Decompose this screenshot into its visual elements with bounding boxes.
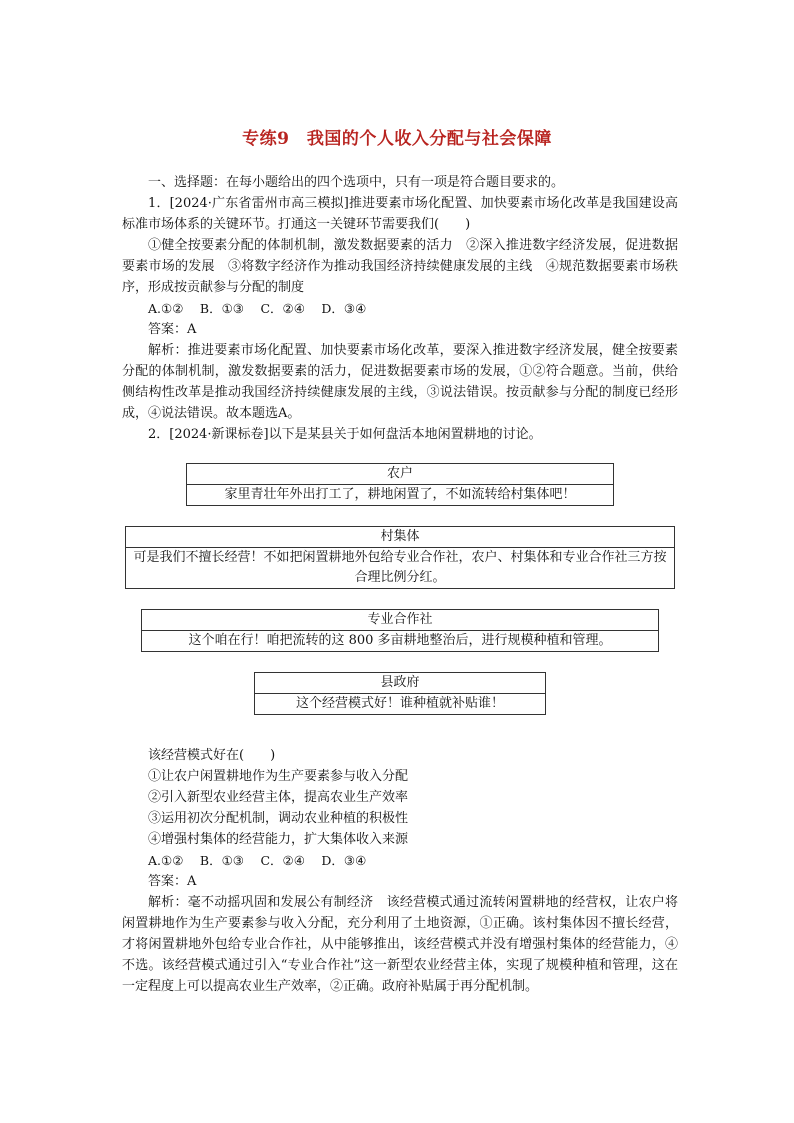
q2-analysis: 解析：毫不动摇巩固和发展公有制经济 该经营模式通过流转闲置耕地的经营权，让农户将闲置耕地作为生产要素参与收入分配，充分利用了土地资源，①正确。该村集体因不擅长经营，才将闲置耕地外包给专业合作社，从中能够推出，该经营模式并没有增强村集体的经营能力，④不选。该经营模式通过引入“专业合作社”这一新型农业经营主体，实现了规模种植和管理，这在一定程度上可以提高农业生产效率，②正确。政府补贴属于再分配机制。 — [122, 895, 678, 994]
dialogue-speaker: 县政府 — [255, 673, 545, 694]
dialogue-boxes — [122, 463, 678, 715]
page-title: 专练9 我国的个人收入分配与社会保障 — [242, 129, 552, 149]
dialogue-text: 这个咱在行！咱把流转的这 800 多亩耕地整治后，进行规模种植和管理。 — [188, 633, 612, 648]
q2-options: A.①② B．①③ C．②④ D．③④ — [148, 853, 367, 868]
dialogue-speaker: 农户 — [187, 464, 613, 485]
dialogue-box-farmer — [186, 463, 614, 506]
q1-analysis: 解析：推进要素市场化配置、加快要素市场化改革，要深入推进数字经济发展，健全按要素分配的体制机制，激发数据要素的活力，促进数据要素市场的发展，①②符合题意。当前，供给侧结构性改革是推动我国经济持续健康发展的主线，③说法错误。按贡献参与分配的制度已经形成，④说法错误。故本题选A。 — [122, 343, 678, 421]
q2-statement: ③运用初次分配机制，调动农业种植的积极性 — [148, 811, 409, 826]
q2-sub-question — [122, 745, 678, 997]
q1-stem: 1．[2024·广东省雷州市高三模拟]推进要素市场化配置、加快要素市场化改革是我国建设高标准市场体系的关键环节。打通这一关键环节需要我们( ) — [122, 196, 678, 232]
document-body — [122, 172, 678, 997]
dialogue-box-cooperative — [141, 609, 659, 652]
q2-answer: 答案：A — [148, 874, 197, 889]
dialogue-text: 这个经营模式好！谁种植就补贴谁！ — [295, 696, 504, 711]
dialogue-text: 家里青壮年外出打工了，耕地闲置了，不如流转给村集体吧！ — [224, 487, 576, 502]
q1-answer: 答案：A — [148, 322, 197, 337]
q2-sub-stem: 该经营模式好在( ) — [148, 748, 276, 763]
dialogue-speaker: 专业合作社 — [142, 610, 658, 631]
q1-options: A.①② B．①③ C．②④ D．③④ — [148, 301, 367, 316]
section-heading: 一、选择题：在每小题给出的四个选项中，只有一项是符合题目要求的。 — [148, 175, 565, 190]
dialogue-text: 可是我们不擅长经营！不如把闲置耕地外包给专业合作社，农户、村集体和专业合作社三方按合理比例分红。 — [133, 550, 667, 585]
q2-stem: 2．[2024·新课标卷]以下是某县关于如何盘活本地闲置耕地的讨论。 — [148, 427, 542, 442]
q1-statements: ①健全按要素分配的体制机制，激发数据要素的活力 ②深入推进数字经济发展，促进数据要素市场的发展 ③将数字经济作为推动我国经济持续健康发展的主线 ④规范数据要素市场秩序，形成按贡献参与分配的制度 — [122, 238, 678, 295]
q2-statement: ②引入新型农业经营主体，提高农业生产效率 — [148, 790, 409, 805]
q2-statement: ①让农户闲置耕地作为生产要素参与收入分配 — [148, 769, 409, 784]
dialogue-speaker: 村集体 — [126, 527, 674, 548]
q2-statement: ④增强村集体的经营能力，扩大集体收入来源 — [148, 832, 409, 847]
dialogue-box-village — [125, 526, 675, 589]
dialogue-box-county — [254, 672, 546, 715]
